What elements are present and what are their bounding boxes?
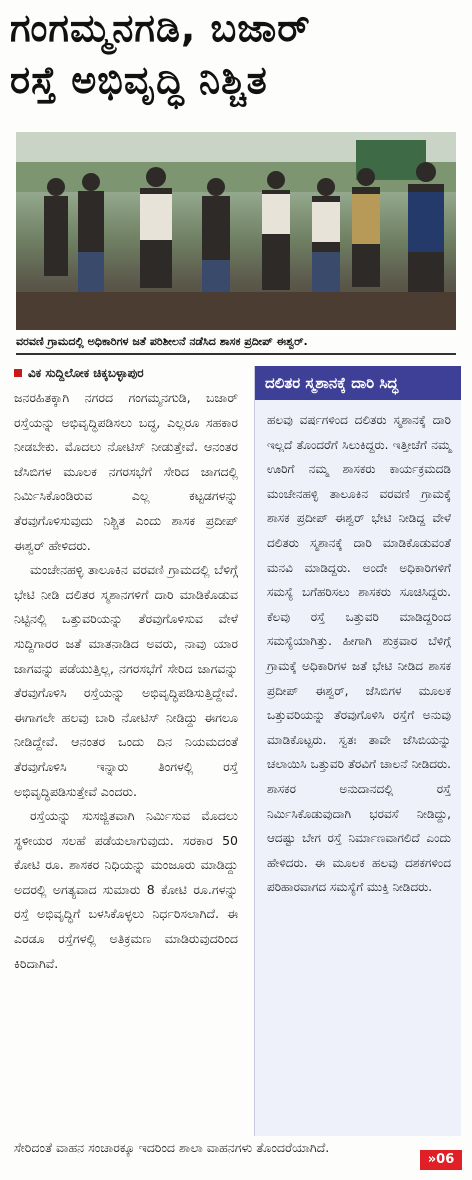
headline-line-1: ಗಂಗಮ್ಮನಗಡಿ, ಬಜಾರ್ [10, 6, 311, 50]
byline-marker-icon [14, 369, 22, 377]
article-paragraph: ಮಂಚೇನಹಳ್ಳಿ ತಾಲೂಕಿನ ವರವಣಿ ಗ್ರಾಮದಲ್ಲಿ ಬೆಳಿಗ್ಗೆ ಭೇಟಿ ನೀಡಿ ದಲಿತರ ಸ್ಮಶಾನಗಳಿಗೆ ದಾರಿ ಮಾಡಿಕೊಡುವ ನಿಟ್ಟಿನಲ್ಲಿ ಒತ್ತುವರಿಯನ್ನು ತೆರವುಗೊಳಿಸುವ ವೇಳೆ ಸುದ್ದಿಗಾರರ ಜತೆ ಮಾತನಾಡಿದ ಅವರು, ನಾವು ಯಾರ ಜಾಗವನ್ನು ಪಡೆಯುತ್ತಿಲ್ಲ, ನಗರಸಭೆಗೆ ಸೇರಿದ ಜಾಗವನ್ನು ತೆರವುಗೊಳಿಸಿ ರಸ್ತೆಯನ್ನು ಅಭಿವೃದ್ಧಿಪಡಿಸುತ್ತಿದ್ದೇವೆ. ಈಗಾಗಲೇ ಹಲವು ಬಾರಿ ನೋಟಿಸ್ ನೀಡಿದ್ದು ಈಗಲೂ ನೀಡಿದ್ದೇವೆ. ಆನಂತರ ಒಂದು ದಿನ ನಿಯಮದಂತೆ ತೆರವುಗೊಳಿಸಿ ಇನ್ನಾರು ತಿಂಗಳಲ್ಲಿ ರಸ್ತೆ ಅಭಿವೃದ್ಧಿಪಡಿಸುತ್ತೇವೆ ಎಂದರು. [14, 562, 238, 799]
article-closing [14, 1136, 410, 1161]
page-marker: »06 [420, 1150, 462, 1170]
sidebar-body: ಹಲವು ವರ್ಷಗಳಿಂದ ದಲಿತರು ಸ್ಮಶಾನಕ್ಕೆ ದಾರಿ ಇಲ್ಲದೆ ತೊಂದರೆಗೆ ಸಿಲುಕಿದ್ದರು. ಇತ್ತೀಚೆಗೆ ನಮ್ಮ ಊರಿಗೆ ನಮ್ಮ ಶಾಸಕರು ಕಾರ್ಯಕ್ರಮದಡಿ ಮಂಚೇನಹಳ್ಳಿ ತಾಲೂಕಿನ ವರವಣಿ ಗ್ರಾಮಕ್ಕೆ ಶಾಸಕ ಪ್ರದೀಪ್ ಈಶ್ವರ್ ಭೇಟಿ ನೀಡಿದ್ದ ವೇಳೆ ದಲಿತರು ಸ್ಮಶಾನಕ್ಕೆ ದಾರಿ ಮಾಡಿಕೊಡುವಂತೆ ಮನವಿ ಮಾಡಿದ್ದರು. ಅಂದೇ ಅಧಿಕಾರಿಗಳಿಗೆ ಸಮಸ್ಯೆ ಬಗೆಹರಿಸಲು ಶಾಸಕರು ಸೂಚಿಸಿದ್ದರು. ಕೆಲವು ರಸ್ತೆ ಒತ್ತುವರಿ ಮಾಡಿದ್ದರಿಂದ ಸಮಸ್ಯೆಯಾಗಿತ್ತು. ಹೀಗಾಗಿ ಶುಕ್ರವಾರ ಬೆಳಿಗ್ಗೆ ಗ್ರಾಮಕ್ಕೆ ಅಧಿಕಾರಿಗಳ ಜತೆ ಭೇಟಿ ನೀಡಿದ ಶಾಸಕ ಪ್ರದೀಪ್ ಈಶ್ವರ್, ಜೆಸಿಬಿಗಳ ಮೂಲಕ ಒತ್ತುವರಿಯನ್ನು ತೆರವುಗೊಳಿಸಿ ರಸ್ತೆಗೆ ಅನುವು ಮಾಡಿಕೊಟ್ಟರು. ಸ್ವತಃ ತಾವೇ ಜೆಸಿಬಿಯನ್ನು ಚಲಾಯಿಸಿ ಒತ್ತುವರಿ ತೆರವಿಗೆ ಚಾಲನೆ ನೀಡಿದರು. ಶಾಸಕರ ಅನುದಾನದಲ್ಲಿ ರಸ್ತೆ ನಿರ್ಮಿಸಿಕೊಡುವುದಾಗಿ ಭರವಸೆ ನೀಡಿದ್ದು, ಆದಷ್ಟು ಬೇಗ ರಸ್ತೆ ನಿರ್ಮಾಣವಾಗಲಿದೆ ಎಂದು ಹೇಳಿದರು. ಈ ಮೂಲಕ ಹಲವು ದಶಕಗಳಿಂದ ಪರಿಹಾರವಾಗದ ಸಮಸ್ಯೆಗೆ ಮುಕ್ತಿ ನೀಡಿದರು. [267, 413, 451, 895]
sidebar-heading: ದಲಿತರ ಸ್ಮಶಾನಕ್ಕೆ ದಾರಿ ಸಿದ್ಧ [255, 366, 461, 400]
byline [14, 364, 234, 382]
sidebar-box [254, 366, 461, 1136]
headline [10, 2, 462, 106]
byline-text: ವಿಕ ಸುದ್ದಿಲೋಕ ಚಿಕ್ಕಬಳ್ಳಾಪುರ [28, 366, 144, 380]
article-body [14, 386, 238, 976]
photo-illustration [16, 132, 456, 330]
headline-line-2: ರಸ್ತೆ ಅಭಿವೃದ್ಧಿ ನಿಶ್ಚಿತ [10, 58, 268, 102]
article-closing-text: ಸೇರಿದಂತೆ ವಾಹನ ಸಂಚಾರಕ್ಕೂ ಇದರಿಂದ ಶಾಲಾ ವಾಹನಗಳು ತೊಂದರೆಯಾಗಿದೆ. [14, 1140, 330, 1155]
photo-caption: ವರವಣಿ ಗ್ರಾಮದಲ್ಲಿ ಅಧಿಕಾರಿಗಳ ಜತೆ ಪರಿಶೀಲನೆ ನಡೆಸಿದ ಶಾಸಕ ಪ್ರದೀಪ್ ಈಶ್ವರ್. [16, 334, 456, 355]
news-photo [16, 132, 456, 330]
article-paragraph: ಜನರಹಿತಕ್ಕಾಗಿ ನಗರದ ಗಂಗಮ್ಮನಗುಡಿ, ಬಜಾರ್ ರಸ್ತೆಯನ್ನು ಅಭಿವೃದ್ಧಿಪಡಿಸಲು ಬದ್ಧ, ಎಲ್ಲರೂ ಸಹಕಾರ ನೀಡಬೇಕು. ಮೊದಲು ನೋಟಿಸ್ ನೀಡುತ್ತೇವೆ. ಆನಂತರ ಜೆಸಿಬಿಗಳ ಮೂಲಕ ನಗರಸಭೆಗೆ ಸೇರಿದ ಜಾಗದಲ್ಲಿ ನಿರ್ಮಿಸಿಕೊಂಡಿರುವ ಎಲ್ಲ ಕಟ್ಟಡಗಳನ್ನು ತೆರವುಗೊಳಿಸುವುದು ನಿಶ್ಚಿತ ಎಂದು ಶಾಸಕ ಪ್ರದೀಪ್ ಈಶ್ವರ್ ಹೇಳಿದರು. [14, 390, 238, 553]
article-paragraph: ರಸ್ತೆಯನ್ನು ಸುಸಜ್ಜಿತವಾಗಿ ನಿರ್ಮಿಸುವ ಮೊದಲು ಸ್ಥಳೀಯರ ಸಲಹೆ ಪಡೆಯಲಾಗುವುದು. ಸರಕಾರ 50 ಕೋಟಿ ರೂ. ಶಾಸಕರ ನಿಧಿಯನ್ನು ಮಂಜೂರು ಮಾಡಿದ್ದು ಅದರಲ್ಲಿ ಅಗತ್ಯವಾದ ಸುಮಾರು 8 ಕೋಟಿ ರೂ.ಗಳನ್ನು ರಸ್ತೆ ಅಭಿವೃದ್ಧಿಗೆ ಬಳಸಿಕೊಳ್ಳಲು ನಿರ್ಧರಿಸಲಾಗಿದೆ. ಈ ಎರಡೂ ರಸ್ತೆಗಳಲ್ಲಿ ಅತಿಕ್ರಮಣ ಮಾಡಿರುವುದರಿಂದ ಕಿರಿದಾಗಿವೆ. [14, 808, 238, 971]
